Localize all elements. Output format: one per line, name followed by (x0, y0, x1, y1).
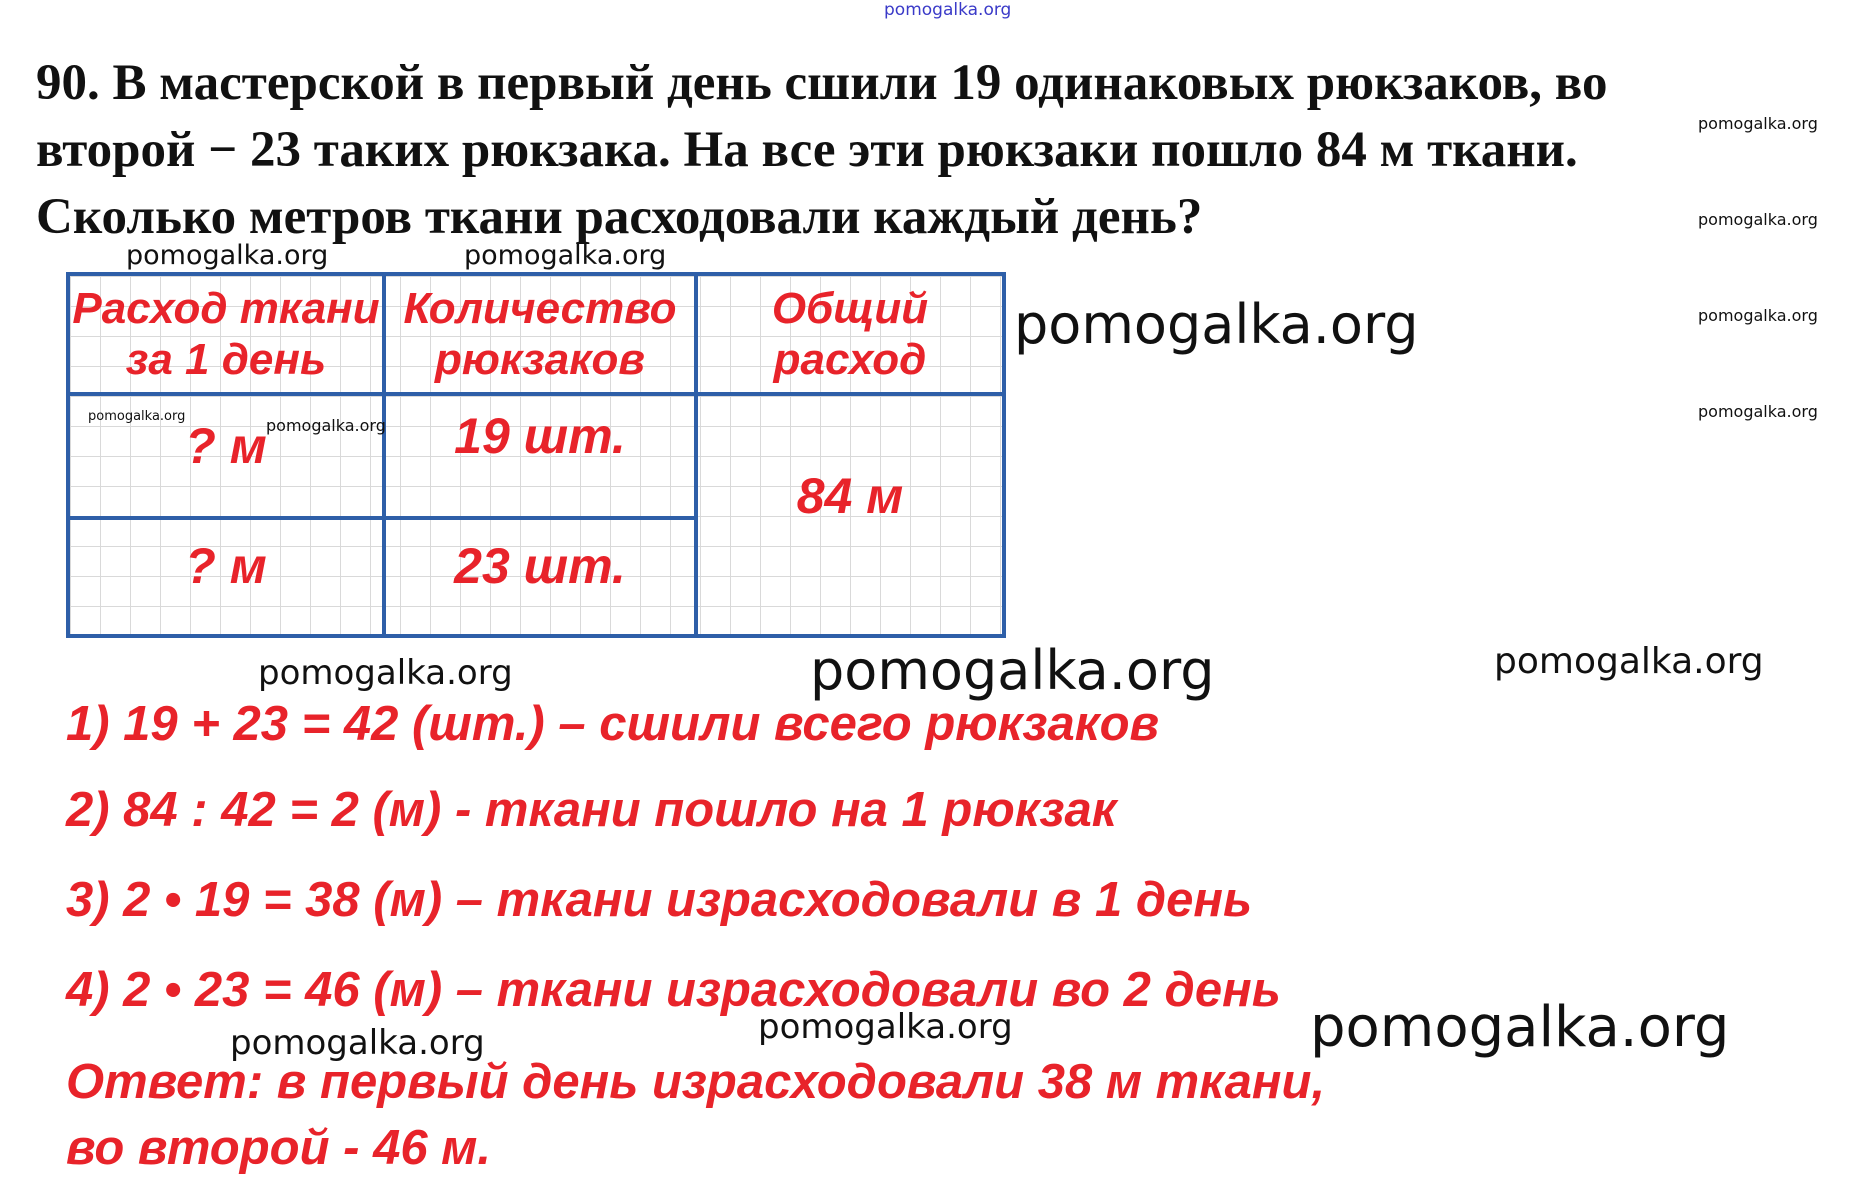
row2-rate: ? м (185, 538, 267, 594)
header-total-line1: Общий (771, 284, 929, 333)
watermark: pomogalka.org (810, 639, 1215, 702)
problem-statement (36, 50, 1846, 251)
row1-count: 19 шт. (454, 408, 626, 464)
watermark-top: pomogalka.org (884, 0, 1012, 20)
problem-line-1: 90. В мастерской в первый день сшили 19 одинаковых рюкзаков, во (36, 55, 1608, 111)
watermark: pomogalka.org (266, 416, 386, 435)
header-total (698, 284, 1002, 385)
table-divider (70, 516, 696, 520)
watermark: pomogalka.org (126, 240, 329, 271)
solution-step-1: 1) 19 + 23 = 42 (шт.) – сшили всего рюкзаков (66, 697, 1160, 751)
watermark: pomogalka.org (230, 1023, 485, 1063)
watermark: pomogalka.org (1698, 402, 1818, 421)
solution-step-4: 4) 2 • 23 = 46 (м) – ткани израсходовали во 2 день (66, 963, 1281, 1017)
problem-line-3: Сколько метров ткани расходовали каждый день? (36, 189, 1203, 245)
header-rate (70, 284, 382, 385)
watermark: pomogalka.org (1698, 306, 1818, 325)
header-total-line2: расход (773, 334, 927, 384)
header-count (386, 284, 694, 385)
answer-line-2: во второй - 46 м. (66, 1121, 492, 1175)
data-table (66, 272, 1006, 638)
answer-line-1: Ответ: в первый день израсходовали 38 м ткани, (66, 1055, 1326, 1109)
header-count-line2: рюкзаков (435, 334, 645, 384)
watermark: pomogalka.org (1698, 114, 1818, 133)
header-count-line1: Количество (403, 284, 677, 333)
watermark: pomogalka.org (464, 240, 667, 271)
total-value: 84 м (796, 468, 904, 524)
row1-rate: ? м (185, 418, 267, 474)
solution-step-2: 2) 84 : 42 = 2 (м) - ткани пошло на 1 рюкзак (66, 783, 1117, 837)
watermark: pomogalka.org (1310, 995, 1730, 1060)
header-rate-line1: Расход ткани (72, 284, 380, 333)
watermark: pomogalka.org (758, 1007, 1013, 1047)
watermark: pomogalka.org (1698, 210, 1818, 229)
solution-step-3: 3) 2 • 19 = 38 (м) – ткани израсходовали в 1 день (66, 873, 1253, 927)
header-rate-line2: за 1 день (125, 334, 327, 384)
watermark: pomogalka.org (88, 409, 186, 424)
problem-line-2: второй − 23 таких рюкзака. На все эти рюкзаки пошло 84 м ткани. (36, 122, 1578, 178)
watermark: pomogalka.org (1014, 293, 1419, 356)
table-divider (70, 392, 1002, 396)
watermark: pomogalka.org (258, 653, 513, 693)
watermark: pomogalka.org (1494, 641, 1764, 682)
row2-count: 23 шт. (454, 538, 626, 594)
